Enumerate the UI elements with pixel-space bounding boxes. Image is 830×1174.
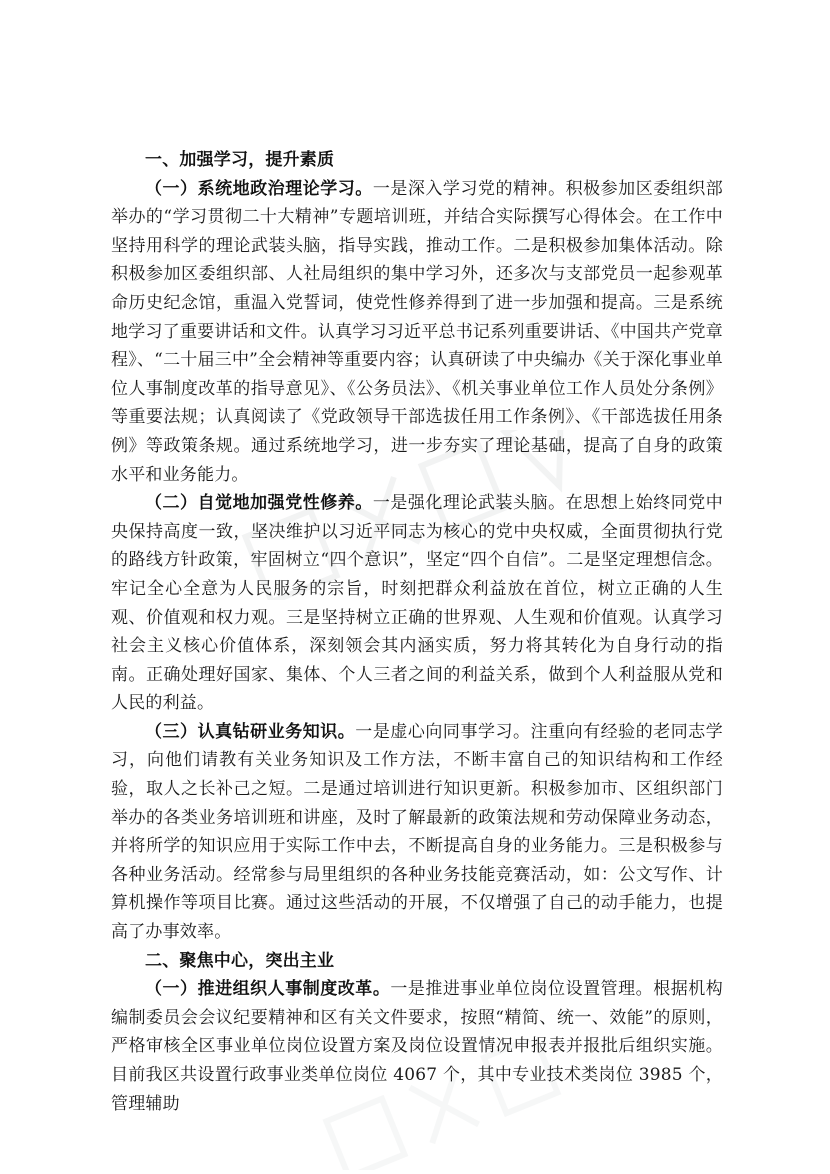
paragraph-2-1-text: 一是推进事业单位岗位设置管理。根据机构编制委员会会议纪要精神和区有关文件要求，按照“精简、统一、效能”的原则，严格审核全区事业单位岗位设置方案及岗位设置情况申报表并报批后组织实施。目前我区共设置行政事业类单位岗位 4067 个，其中专业技术类岗位 3985 个，管理辅助 bbox=[111, 979, 723, 1114]
section-heading-1-text: 一、加强学习，提升素质 bbox=[145, 150, 335, 170]
section-heading-2-text: 二、聚焦中心，突出主业 bbox=[145, 950, 335, 971]
document-body bbox=[111, 146, 723, 1118]
paragraph-1-1-text: 一是深入学习党的精神。积极参加区委组织部举办的“学习贯彻二十大精神”专题培训班，并结合实际撰写心得体会。在工作中坚持用科学的理论武装头脑，指导实践，推动工作。二是积极参加集体活动。除积极参加区委组织部、人社局组织的集中学习外，还多次与支部党员一起参观革命历史纪念馆，重温入党誓词，使党性修养得到了进一步加强和提高。三是系统地学习了重要讲话和文件。认真学习习近平总书记系列重要讲话、《中国共产党章程》、“二十届三中”全会精神等重要内容；认真研读了中央编办《关于深化事业单位人事制度改革的指导意见》、《公务员法》、《机关事业单位工作人员处分条例》等重要法规；认真阅读了《党政领导干部选拔任用工作条例》、《干部选拔任用条例》等政策条规。通过系统地学习，进一步夯实了理论基础，提高了自身的政策水平和业务能力。 bbox=[111, 178, 723, 485]
paragraph-2-1 bbox=[111, 975, 723, 1118]
paragraph-1-2-lead: （二）自觉地加强党性修养。 bbox=[145, 493, 373, 514]
section-heading-1 bbox=[111, 146, 723, 175]
paragraph-1-2 bbox=[111, 489, 723, 718]
section-heading-2 bbox=[111, 947, 723, 976]
paragraph-1-3-text: 一是虚心向同事学习。注重向有经验的老同志学习，向他们请教有关业务知识及工作方法，不断丰富自己的知识结构和工作经验，取人之长补己之短。二是通过培训进行知识更新。积极参加市、区组织部门举办的各类业务培训班和讲座，及时了解最新的政策法规和劳动保障业务动态，并将所学的知识应用于实际工作中去，不断提高自身的业务能力。三是积极参与各种业务活动。经常参与局里组织的各种业务技能竞赛活动，如：公文写作、计算机操作等项目比赛。通过这些活动的开展，不仅增强了自己的动手能力，也提高了办事效率。 bbox=[111, 721, 723, 943]
paragraph-1-1-lead: （一）系统地政治理论学习。 bbox=[145, 178, 373, 199]
paragraph-1-2-text: 一是强化理论武装头脑。在思想上始终同党中央保持高度一致，坚决维护以习近平同志为核心的党中央权威，全面贯彻执行党的路线方针政策，牢固树立“四个意识”，坚定“四个自信”。二是坚定理想信念。牢记全心全意为人民服务的宗旨，时刻把群众利益放在首位，树立正确的人生观、价值观和权力观。三是坚持树立正确的世界观、人生观和价值观。认真学习社会主义核心价值体系，深刻领会其内涵实质，努力将其转化为自身行动的指南。正确处理好国家、集体、个人三者之间的利益关系，做到个人利益服从党和人民的利益。 bbox=[111, 493, 723, 714]
paragraph-1-3 bbox=[111, 718, 723, 947]
paragraph-2-1-lead: （一）推进组织人事制度改革。 bbox=[145, 979, 391, 1000]
paragraph-1-3-lead: （三）认真钻研业务知识。 bbox=[145, 721, 356, 742]
paragraph-1-1 bbox=[111, 175, 723, 490]
